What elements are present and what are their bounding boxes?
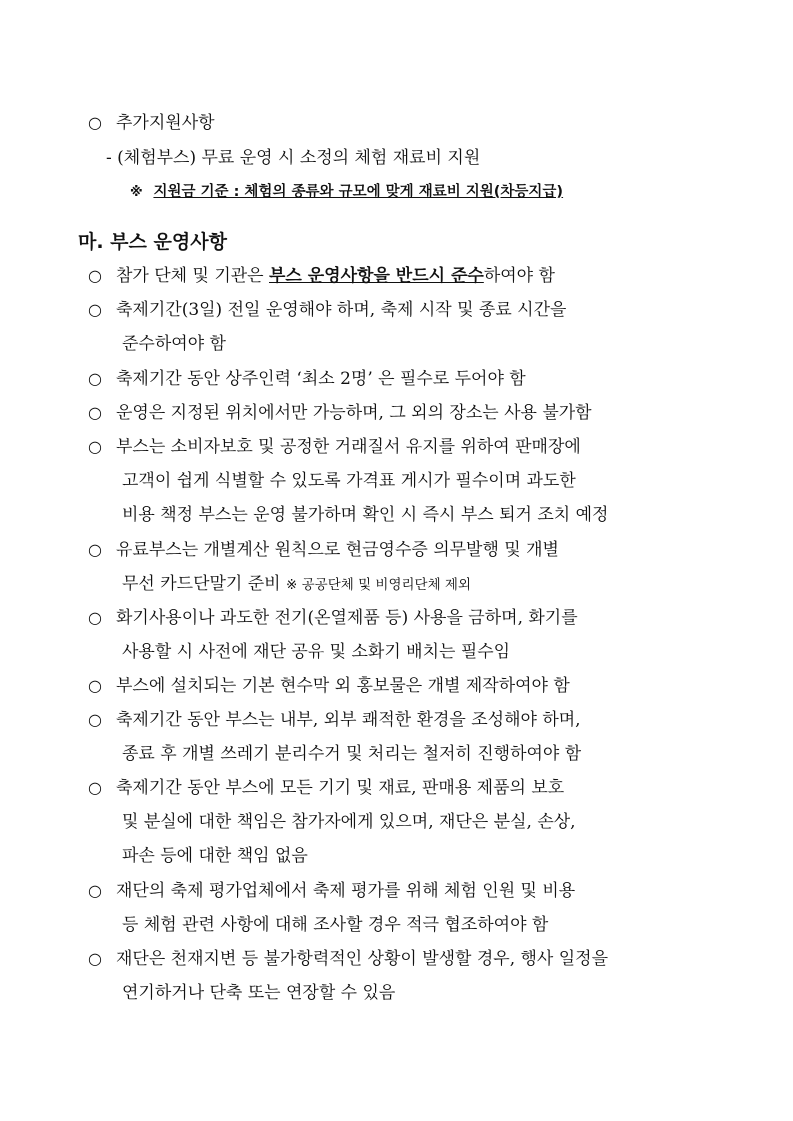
support-criteria-note bbox=[130, 180, 563, 204]
additional-support-title: 추가지원사항 bbox=[116, 113, 215, 133]
rule-item-line bbox=[116, 675, 570, 697]
rule-text: 참가 단체 및 기관은 bbox=[116, 266, 269, 286]
bullet-marker: ○ bbox=[88, 369, 102, 388]
bullet-marker: ○ bbox=[88, 710, 102, 729]
rule-text: 사용할 시 사전에 재단 공유 및 소화기 배치는 필수임 bbox=[122, 642, 511, 662]
rule-text: 종료 후 개별 쓰레기 분리수거 및 처리는 철저히 진행하여야 함 bbox=[122, 744, 582, 764]
bullet-marker: ○ bbox=[88, 676, 102, 695]
bullet-marker: ○ bbox=[88, 403, 102, 422]
rule-item-line bbox=[122, 914, 548, 936]
rule-text: 재단의 축제 평가업체에서 축제 평가를 위해 체험 인원 및 비용 bbox=[116, 881, 576, 901]
bullet-marker: ○ bbox=[88, 437, 102, 456]
bullet-marker: ○ bbox=[88, 266, 102, 285]
rule-item-line bbox=[116, 539, 559, 561]
bullet-marker: ○ bbox=[88, 113, 102, 132]
rule-item-line bbox=[116, 709, 581, 731]
rule-text: 유료부스는 개별계산 원칙으로 현금영수증 의무발행 및 개별 bbox=[116, 540, 559, 560]
rule-item-line bbox=[116, 299, 566, 321]
section-heading: 마. 부스 운영사항 bbox=[78, 231, 227, 253]
rule-text: 축제기간 동안 부스에 모든 기기 및 재료, 판매용 제품의 보호 bbox=[116, 778, 565, 798]
rule-item-line bbox=[122, 573, 471, 596]
bullet-marker: ○ bbox=[88, 300, 102, 319]
rule-item-line bbox=[116, 265, 555, 287]
support-criteria-text: 지원금 기준 : 체험의 종류와 규모에 맞게 재료비 지원(차등지급) bbox=[153, 184, 564, 200]
rule-item-line bbox=[116, 402, 592, 424]
rule-text: 부스는 소비자보호 및 공정한 거래질서 유지를 위하여 판매장에 bbox=[116, 437, 581, 457]
bullet-marker: ○ bbox=[88, 608, 102, 627]
rule-item-line bbox=[122, 982, 395, 1004]
rule-item-line bbox=[116, 948, 608, 970]
rule-item-line bbox=[122, 470, 576, 492]
rule-text: 연기하거나 단축 또는 연장할 수 있음 bbox=[122, 983, 396, 1003]
rule-text: 및 분실에 대한 책임은 참가자에게 있으며, 재단은 분실, 손상, bbox=[122, 812, 576, 832]
rule-text: 준수하여야 함 bbox=[122, 334, 226, 354]
rule-item-line bbox=[122, 641, 510, 663]
bullet-marker: ○ bbox=[88, 881, 102, 900]
rule-text: 축제기간 동안 부스는 내부, 외부 쾌적한 환경을 조성해야 하며, bbox=[116, 710, 581, 730]
rule-text: 화기사용이나 과도한 전기(온열제품 등) 사용을 금하며, 화기를 bbox=[116, 608, 578, 628]
rule-item-line bbox=[122, 845, 308, 867]
rule-item-line bbox=[122, 743, 581, 765]
rule-text: 비용 책정 부스는 운영 불가하며 확인 시 즉시 부스 퇴거 조치 예정 bbox=[122, 505, 609, 525]
rule-item-line bbox=[116, 368, 526, 390]
rule-item-line bbox=[116, 436, 581, 458]
rule-text: 운영은 지정된 위치에서만 가능하며, 그 외의 장소는 사용 불가함 bbox=[116, 403, 592, 423]
bullet-marker: ○ bbox=[88, 778, 102, 797]
rule-text: 축제기간 동안 상주인력 ‘최소 2명’ 은 필수로 두어야 함 bbox=[116, 369, 526, 389]
rule-item-line bbox=[116, 777, 564, 799]
rule-text: 무선 카드단말기 준비 bbox=[122, 574, 287, 594]
bullet-marker: ○ bbox=[88, 540, 102, 559]
reference-mark: ※ bbox=[130, 185, 143, 200]
rule-item-line bbox=[122, 333, 226, 355]
rule-item-line bbox=[122, 811, 576, 833]
rule-text: 부스에 설치되는 기본 현수막 외 홍보물은 개별 제작하여야 함 bbox=[116, 676, 570, 696]
rule-text: 축제기간(3일) 전일 운영해야 하며, 축제 시작 및 종료 시간을 bbox=[116, 300, 567, 320]
additional-support-sub-item: - (체험부스) 무료 운영 시 소정의 체험 재료비 지원 bbox=[106, 148, 481, 168]
rule-text: 고객이 쉽게 식별할 수 있도록 가격표 게시가 필수이며 과도한 bbox=[122, 471, 576, 491]
bullet-marker: ○ bbox=[88, 949, 102, 968]
rule-text: 파손 등에 대한 책임 없음 bbox=[122, 846, 308, 866]
rule-item-line bbox=[116, 880, 575, 902]
rule-text: 등 체험 관련 사항에 대해 조사할 경우 적극 협조하여야 함 bbox=[122, 915, 549, 935]
rule-item-line bbox=[116, 607, 578, 629]
emphasized-text: 부스 운영사항을 반드시 준수 bbox=[269, 266, 484, 286]
rule-text: 하여야 함 bbox=[483, 266, 555, 286]
rule-item-line bbox=[122, 504, 608, 526]
rule-text: 재단은 천재지변 등 불가항력적인 상황이 발생할 경우, 행사 일정을 bbox=[116, 949, 609, 969]
exception-note: ※ 공공단체 및 비영리단체 제외 bbox=[286, 577, 471, 593]
